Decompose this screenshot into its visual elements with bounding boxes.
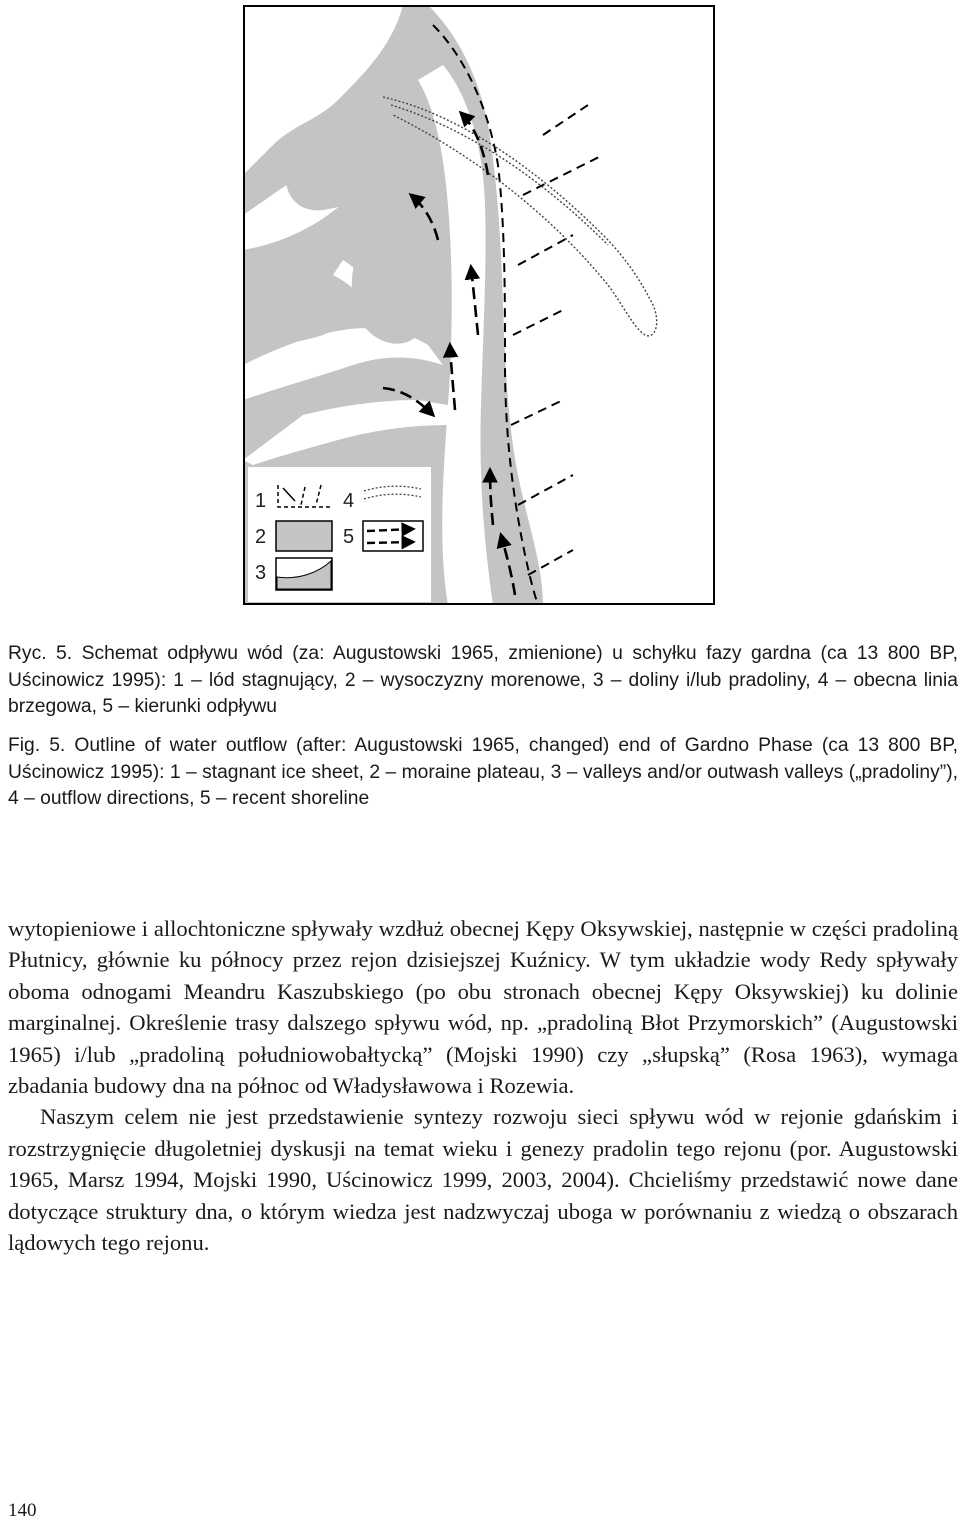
legend-symbol-valley [276, 558, 332, 590]
caption-pl-text: Ryc. 5. Schemat odpływu wód (za: Augustowski 1965, zmienione) u schyłku fazy gardna (ca 13 800 BP, Uścinowicz 1995): 1 – lód stagnujący, 2 – wysoczyzny morenowe, 3 – doliny i/lub pradoliny, 4 – obecna linia brzegowa, 5 – kierunki odpływu [8, 643, 958, 717]
body-text [8, 913, 958, 1258]
figure-caption-english [8, 733, 958, 813]
figure-caption-polish [8, 641, 958, 721]
legend-symbol-arrows [363, 521, 423, 551]
caption-en-text: Fig. 5. Outline of water outflow (after: Augustowski 1965, changed) end of Gardno Phase (ca 13 800 BP, Uścinowicz 1995): 1 – stagnant ice sheet, 2 – moraine plateau, 3 – valleys and/or outwash valleys („pradoliny”), 4 – outflow directions, 5 – recent shoreline [8, 735, 958, 809]
legend-symbol-plateau [276, 521, 332, 551]
legend-num-2: 2 [255, 526, 267, 548]
legend-num-4: 4 [343, 490, 355, 512]
map-figure [243, 5, 715, 605]
legend-num-5: 5 [343, 526, 355, 548]
legend-num-1: 1 [255, 490, 267, 512]
legend-num-3: 3 [255, 562, 267, 584]
page-number: 140 [8, 1500, 37, 1521]
paragraph-2: Naszym celem nie jest przedstawienie syntezy rozwoju sieci spływu wód w rejonie gdańskim i rozstrzygnięcie długoletniej dyskusji na temat wieku i genezy pradolin tego rejonu (por. Augustowski 1965, Marsz 1994, Mojski 1990, Uścinowicz 1999, 2003, 2004). Chcieliśmy przedstawić nowe dane dotyczące struktury dna, o którym wiedza jest nadzwyczaj uboga w porównaniu z wiedzą o obszarach lądowych tego rejonu. [8, 1104, 958, 1256]
map-legend [248, 467, 431, 602]
paragraph-1: wytopieniowe i allochtoniczne spływały wzdłuż obecnej Kępy Oksywskiej, następnie w części pradoliną Płutnicy, głównie ku północy przez rejon dzisiejszej Kuźnicy. W tym układzie wody Redy spływały oboma odnogami Meandru Kaszubskiego (po obu stronach obecnej Kępy Oksywskiej) ku dolinie marginalnej. Określenie trasy dalszego spływu wód, np. „pradoliną Błot Przymorskich” (Augustowski 1965) i/lub „pradoliną południowobałtycką” (Mojski 1990) czy „słupską” (Rosa 1963), wymaga zbadania budowy dna na północ od Władysławowa i Rozewia. [8, 916, 958, 1099]
